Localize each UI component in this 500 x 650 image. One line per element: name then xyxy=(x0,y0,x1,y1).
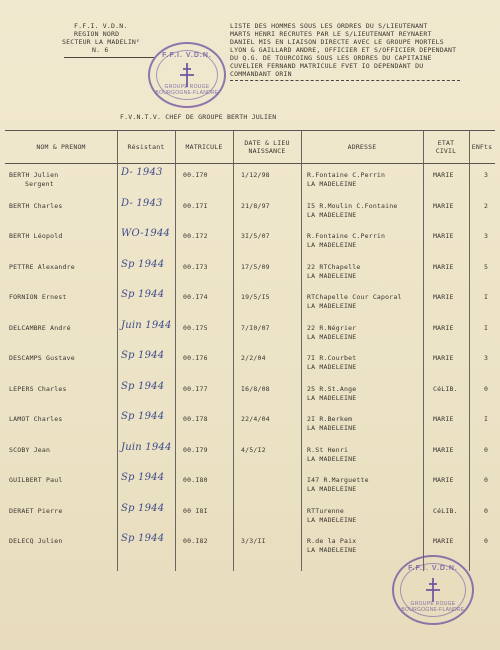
cell-etat-civil: MARIE xyxy=(433,415,454,423)
cell-matricule: 00 I8I xyxy=(183,506,208,515)
cell-etat-civil: MARIE xyxy=(433,476,454,484)
cell-address-street: 22 RTChapelle xyxy=(307,262,361,271)
cell-address-town: LA MADELEINE xyxy=(307,515,357,524)
group-subtitle: F.V.N.T.V. CHEF DE GROUPE BERTH JULIEN xyxy=(120,113,277,121)
stamp-bottom-text: GROUPE ROUGE BOURGOGNE-FLANDRE xyxy=(155,84,219,96)
cell-address-street: R.Fontaine C.Perrin xyxy=(307,232,386,240)
cell-date: 2/2/04 xyxy=(241,354,266,362)
cell-date: 4/5/I2 xyxy=(241,445,266,454)
cell-resistant: Sp 1944 xyxy=(121,380,165,392)
cell-resistant: D- 1943 xyxy=(121,167,163,178)
cell-address-street: R.St Henri xyxy=(307,445,349,454)
cell-enfants: 5 xyxy=(484,262,489,271)
cell-name: SCOBY Jean xyxy=(9,445,51,454)
cell-etat-civil: MARIE xyxy=(433,171,454,179)
cell-matricule: 00.I73 xyxy=(183,262,208,271)
cell-date: 21/8/97 xyxy=(241,201,270,210)
cell-resistant: Sp 1944 xyxy=(121,350,165,361)
cell-etat-civil: MARIE xyxy=(433,293,454,301)
cell-name: DELECQ Julien xyxy=(9,537,63,545)
cell-resistant: WO-1944 xyxy=(121,228,171,239)
column-header-date: DATE & LIEU NAISSANCE xyxy=(244,139,290,155)
cell-matricule: 00.I78 xyxy=(183,415,208,423)
cell-name: DERAET Pierre xyxy=(9,506,63,515)
cell-enfants: I xyxy=(484,415,489,423)
official-stamp-top xyxy=(148,42,226,108)
cell-matricule: 00.I79 xyxy=(183,445,208,454)
column-header-etat: ETAT CIVIL xyxy=(435,139,457,155)
cell-date: I6/8/08 xyxy=(241,384,270,393)
table-row xyxy=(5,258,495,293)
cell-resistant: Sp 1944 xyxy=(121,502,165,514)
cell-etat-civil: MARIE xyxy=(433,354,454,362)
table-row xyxy=(5,228,495,262)
cell-enfants: 3 xyxy=(484,171,489,179)
cell-enfants: 0 xyxy=(484,506,489,515)
cell-enfants: 3 xyxy=(484,354,489,362)
column-header-name: NOM & PRENOM xyxy=(36,143,86,151)
cell-address-street: 7I R.Courbet xyxy=(307,354,357,362)
cell-address-street: I47 R.Marguette xyxy=(307,476,369,484)
cell-matricule: 00.I72 xyxy=(183,232,208,240)
cell-date: 17/5/09 xyxy=(241,262,270,271)
cell-matricule: 00.I7I xyxy=(183,201,208,210)
cell-date: 3I/5/07 xyxy=(241,232,270,240)
cell-etat-civil: MARIE xyxy=(433,537,454,545)
cell-date: 22/4/04 xyxy=(241,415,270,423)
cell-resistant: Sp 1944 xyxy=(121,258,165,270)
cell-enfants: 2 xyxy=(484,201,489,210)
cell-resistant: Sp 1944 xyxy=(121,472,165,483)
stamp-bottom-text: GROUPE ROUGE BOURGOGNE-FLANDRE xyxy=(401,601,465,613)
cell-address-town: LA MADELEINE xyxy=(307,424,357,432)
cell-matricule: 00.I75 xyxy=(183,323,208,332)
cell-etat-civil: MARIE xyxy=(433,323,454,332)
column-header-address: ADRESSE xyxy=(347,143,377,151)
cell-address-town: LA MADELEINE xyxy=(307,210,357,219)
cell-resistant: Sp 1944 xyxy=(121,411,165,422)
header-text-line: DANIEL MIS EN LIAISON DIRECTE AVEC LE GROUPE MORTELS xyxy=(230,38,444,46)
header-text-line: LISTE DES HOMMES SOUS LES ORDRES DU S/LIEUTENANT xyxy=(230,22,428,30)
cell-name: BERTH Charles xyxy=(9,201,63,210)
table-row xyxy=(5,319,495,354)
cell-enfants: 0 xyxy=(484,445,489,454)
table-row xyxy=(5,472,495,506)
table-header xyxy=(5,131,495,164)
cell-address-town: LA MADELEINE xyxy=(307,302,357,310)
cell-address-street: R.Fontaine C.Perrin xyxy=(307,171,386,179)
cell-etat-civil: MARIE xyxy=(433,201,454,210)
cell-matricule: 00.I80 xyxy=(183,476,208,484)
table-row xyxy=(5,380,495,415)
cell-name: LEPERS Charles xyxy=(9,384,67,393)
header-text-line: LYON & GAILLARD ANDRE, OFFICIER ET S/OFFICIER DEPENDANT xyxy=(230,46,457,54)
cell-name: PETTRE Alexandre xyxy=(9,262,75,271)
cell-resistant: Juin 1944 xyxy=(121,441,172,453)
table-row xyxy=(5,441,495,476)
cell-address-town: LA MADELEINE xyxy=(307,332,357,341)
stamp-top-text: F.F.I. V.D.N. xyxy=(162,52,212,59)
cell-date: 3/3/II xyxy=(241,537,266,545)
table-row xyxy=(5,350,495,384)
cell-enfants: I xyxy=(484,323,489,332)
cell-address-town: LA MADELEINE xyxy=(307,485,357,493)
cell-name: GUILBERT Paul xyxy=(9,476,63,484)
cell-resistant: Sp 1944 xyxy=(121,289,165,300)
cell-address-town: LA MADELEINE xyxy=(307,271,357,280)
cell-resistant: D- 1943 xyxy=(121,197,163,209)
cell-address-street: 2I R.Berkem xyxy=(307,415,353,423)
cell-name: DESCAMPS Gustave xyxy=(9,354,75,362)
cell-enfants: 0 xyxy=(484,384,489,393)
cell-address-town: LA MADELEINE xyxy=(307,393,357,402)
stamp-top-text: F.F.I. V.D.N. xyxy=(408,565,458,572)
table-row xyxy=(5,502,495,537)
table-row xyxy=(5,197,495,232)
header-divider xyxy=(230,80,460,81)
cell-matricule: 00.I70 xyxy=(183,171,208,179)
cell-name: BERTH Léopold xyxy=(9,232,63,240)
cell-address-street: RTTurenne xyxy=(307,506,345,515)
official-stamp-bottom xyxy=(392,555,474,625)
cell-enfants: 0 xyxy=(484,537,489,545)
cell-name: LAMOT Charles xyxy=(9,415,63,423)
cell-name: FORNION Ernest xyxy=(9,293,67,301)
cell-name: BERTH Julien xyxy=(9,171,59,179)
table-row xyxy=(5,167,495,201)
cross-of-lorraine-icon xyxy=(424,577,442,603)
cell-rank: Sergent xyxy=(25,180,54,188)
cell-address-street: I5 R.Moulin C.Fontaine xyxy=(307,201,398,210)
cell-address-street: 25 R.St.Ange xyxy=(307,384,357,393)
cell-address-street: RTChapelle Cour Caporal xyxy=(307,293,402,301)
table-row xyxy=(5,411,495,445)
column-header-resistant: Résistant xyxy=(127,143,165,151)
cell-enfants: 3 xyxy=(484,232,489,240)
header-text-line: COMMANDANT ORIN xyxy=(230,70,292,78)
column-header-enfants: ENFts xyxy=(471,143,493,151)
column-header-matricule: MATRICULE xyxy=(185,143,223,151)
cell-matricule: 00.I77 xyxy=(183,384,208,393)
cell-etat-civil: MARIE xyxy=(433,232,454,240)
cell-address-town: LA MADELEINE xyxy=(307,454,357,463)
cell-etat-civil: CéLIB. xyxy=(433,384,458,393)
cell-address-town: LA MADELEINE xyxy=(307,241,357,249)
members-table xyxy=(5,130,495,571)
cell-matricule: 00.I76 xyxy=(183,354,208,362)
cell-address-town: LA MADELEINE xyxy=(307,180,357,188)
header-line-region: REGION NORD xyxy=(74,30,120,38)
header-text-line: MARTS HENRI RECRUTES PAR LE S/LIEUTENANT REYNAERT xyxy=(230,30,432,38)
cell-name: DELCAMBRE André xyxy=(9,323,71,332)
header-divider xyxy=(64,57,154,58)
cell-resistant: Sp 1944 xyxy=(121,533,165,544)
cell-etat-civil: MARIE xyxy=(433,445,454,454)
cell-matricule: 00.I74 xyxy=(183,293,208,301)
cell-address-town: LA MADELEINE xyxy=(307,546,357,554)
cell-etat-civil: MARIE xyxy=(433,262,454,271)
cell-date: 19/5/I5 xyxy=(241,293,270,301)
cell-address-street: 22 R.Négrier xyxy=(307,323,357,332)
cell-date: 1/12/98 xyxy=(241,171,270,179)
cell-etat-civil: CéLIB. xyxy=(433,506,458,515)
cell-resistant: Juin 1944 xyxy=(121,319,172,331)
cell-enfants: I xyxy=(484,293,489,301)
cell-date: 7/I0/07 xyxy=(241,323,270,332)
cell-address-street: R.de la Paix xyxy=(307,537,357,545)
header-text-line: DU Q.G. DE TOURCOING SOUS LES ORDRES DU CAPITAINE xyxy=(230,54,432,62)
cell-address-town: LA MADELEINE xyxy=(307,363,357,371)
header-line-secteur: SECTEUR LA MADELINᴱ xyxy=(62,38,141,46)
header-line-ffi: F.F.I. V.D.N. xyxy=(74,22,128,30)
cell-matricule: 00.I82 xyxy=(183,537,208,545)
cell-enfants: 0 xyxy=(484,476,489,484)
header-line-number: N. 6 xyxy=(92,46,109,54)
header-text-line: CUVELIER FERNAND MATRICULE FVET IO DEPENDANT DU xyxy=(230,62,424,70)
table-row xyxy=(5,289,495,323)
header-right-block xyxy=(230,22,495,81)
